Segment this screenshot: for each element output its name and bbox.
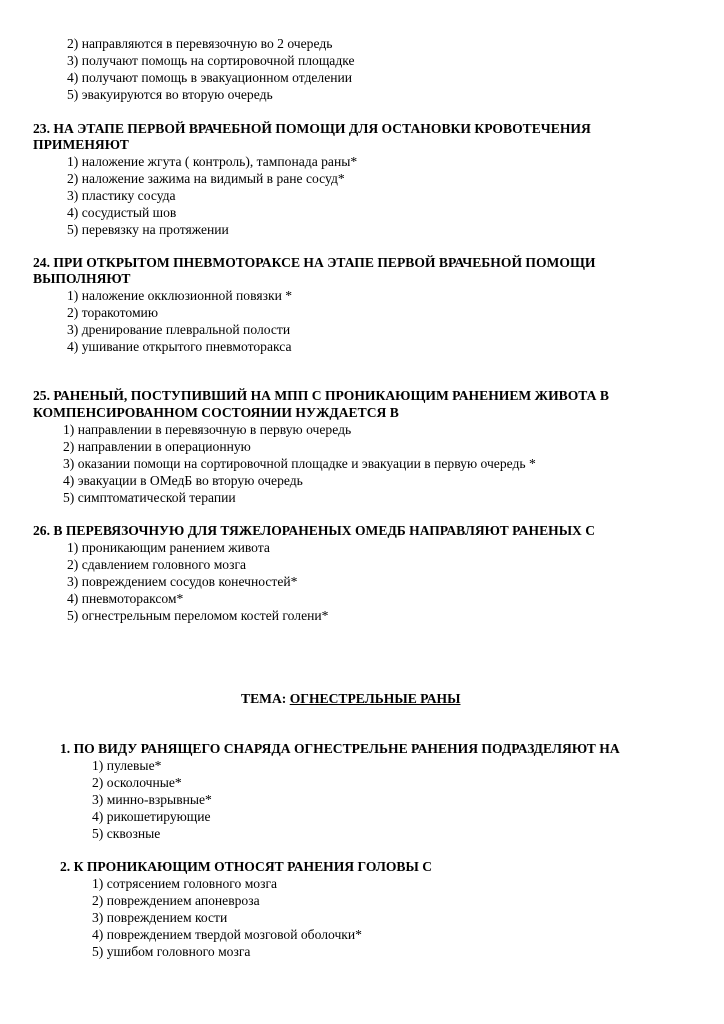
option-line: 1) наложение жгута ( контроль), тампонада раны*	[67, 154, 358, 169]
option-line: 3) оказании помощи на сортировочной площадке и эвакуации в первую очередь *	[63, 456, 536, 471]
option-line: 1) наложение окклюзионной повязки *	[67, 288, 293, 303]
option-line: 4) пневмотораксом*	[67, 591, 184, 606]
question-title: 26. В ПЕРЕВЯЗОЧНУЮ ДЛЯ ТЯЖЕЛОРАНЕНЫХ ОМЕДБ НАПРАВЛЯЮТ РАНЕНЫХ С	[33, 523, 596, 538]
option-line: 5) сквозные	[92, 826, 161, 841]
option-line: 2) сдавлением головного мозга	[67, 557, 247, 572]
topic-title: ОГНЕСТРЕЛЬНЫЕ РАНЫ	[289, 691, 461, 706]
question-title: 24. ПРИ ОТКРЫТОМ ПНЕВМОТОРАКСЕ НА ЭТАПЕ ПЕРВОЙ ВРАЧЕБНОЙ ПОМОЩИ	[33, 255, 596, 270]
option-line: 1) проникающим ранением живота	[67, 540, 270, 555]
option-line: 1) направлении в перевязочную в первую очередь	[63, 422, 352, 437]
option-line: 4) повреждением твердой мозговой оболочки*	[92, 927, 362, 942]
option-line: 1) сотрясением головного мозга	[92, 876, 278, 891]
question-title: 23. НА ЭТАПЕ ПЕРВОЙ ВРАЧЕБНОЙ ПОМОЩИ ДЛЯ ОСТАНОВКИ КРОВОТЕЧЕНИЯ	[33, 121, 591, 136]
question-title: ВЫПОЛНЯЮТ	[33, 271, 131, 286]
option-line: 3) получают помощь на сортировочной площадке	[67, 53, 355, 68]
option-line: 3) минно-взрывные*	[92, 792, 212, 807]
option-line: 2) наложение зажима на видимый в ране сосуд*	[67, 171, 345, 186]
option-line: 3) дренирование плевральной полости	[67, 322, 291, 337]
option-line: 2) направляются в перевязочную во 2 очередь	[67, 36, 333, 51]
option-line: 4) ушивание открытого пневмоторакса	[67, 339, 292, 354]
question-title: ПРИМЕНЯЮТ	[33, 137, 129, 152]
question-title: 2. К ПРОНИКАЮЩИМ ОТНОСЯТ РАНЕНИЯ ГОЛОВЫ С	[60, 859, 433, 874]
question-title: 1. ПО ВИДУ РАНЯЩЕГО СНАРЯДА ОГНЕСТРЕЛЬНЕ РАНЕНИЯ ПОДРАЗДЕЛЯЮТ НА	[60, 741, 620, 756]
option-line: 5) ушибом головного мозга	[92, 944, 251, 959]
option-line: 3) повреждением кости	[92, 910, 228, 925]
option-line: 4) получают помощь в эвакуационном отделении	[67, 70, 353, 85]
option-line: 5) эвакуируются во вторую очередь	[67, 87, 273, 102]
option-line: 1) пулевые*	[92, 758, 162, 773]
option-line: 5) симптоматической терапии	[63, 490, 236, 505]
option-line: 2) направлении в операционную	[63, 439, 251, 454]
option-line: 4) сосудистый шов	[67, 205, 177, 220]
option-line: 5) перевязку на протяжении	[67, 222, 229, 237]
option-line: 5) огнестрельным переломом костей голени*	[67, 608, 329, 623]
option-line: 4) эвакуации в ОМедБ во вторую очередь	[63, 473, 303, 488]
option-line: 2) осколочные*	[92, 775, 182, 790]
question-title: 25. РАНЕНЫЙ, ПОСТУПИВШИЙ НА МПП С ПРОНИКАЮЩИМ РАНЕНИЕМ ЖИВОТА В	[33, 388, 609, 403]
option-line: 2) повреждением апоневроза	[92, 893, 260, 908]
option-line: 3) повреждением сосудов конечностей*	[67, 574, 298, 589]
question-title: КОМПЕНСИРОВАННОМ СОСТОЯНИИ НУЖДАЕТСЯ В	[33, 405, 399, 420]
option-line: 3) пластику сосуда	[67, 188, 176, 203]
option-line: 4) рикошетирующие	[92, 809, 211, 824]
topic-prefix: ТЕМА:	[241, 691, 290, 706]
option-line: 2) торакотомию	[67, 305, 158, 320]
topic-heading	[241, 691, 460, 707]
